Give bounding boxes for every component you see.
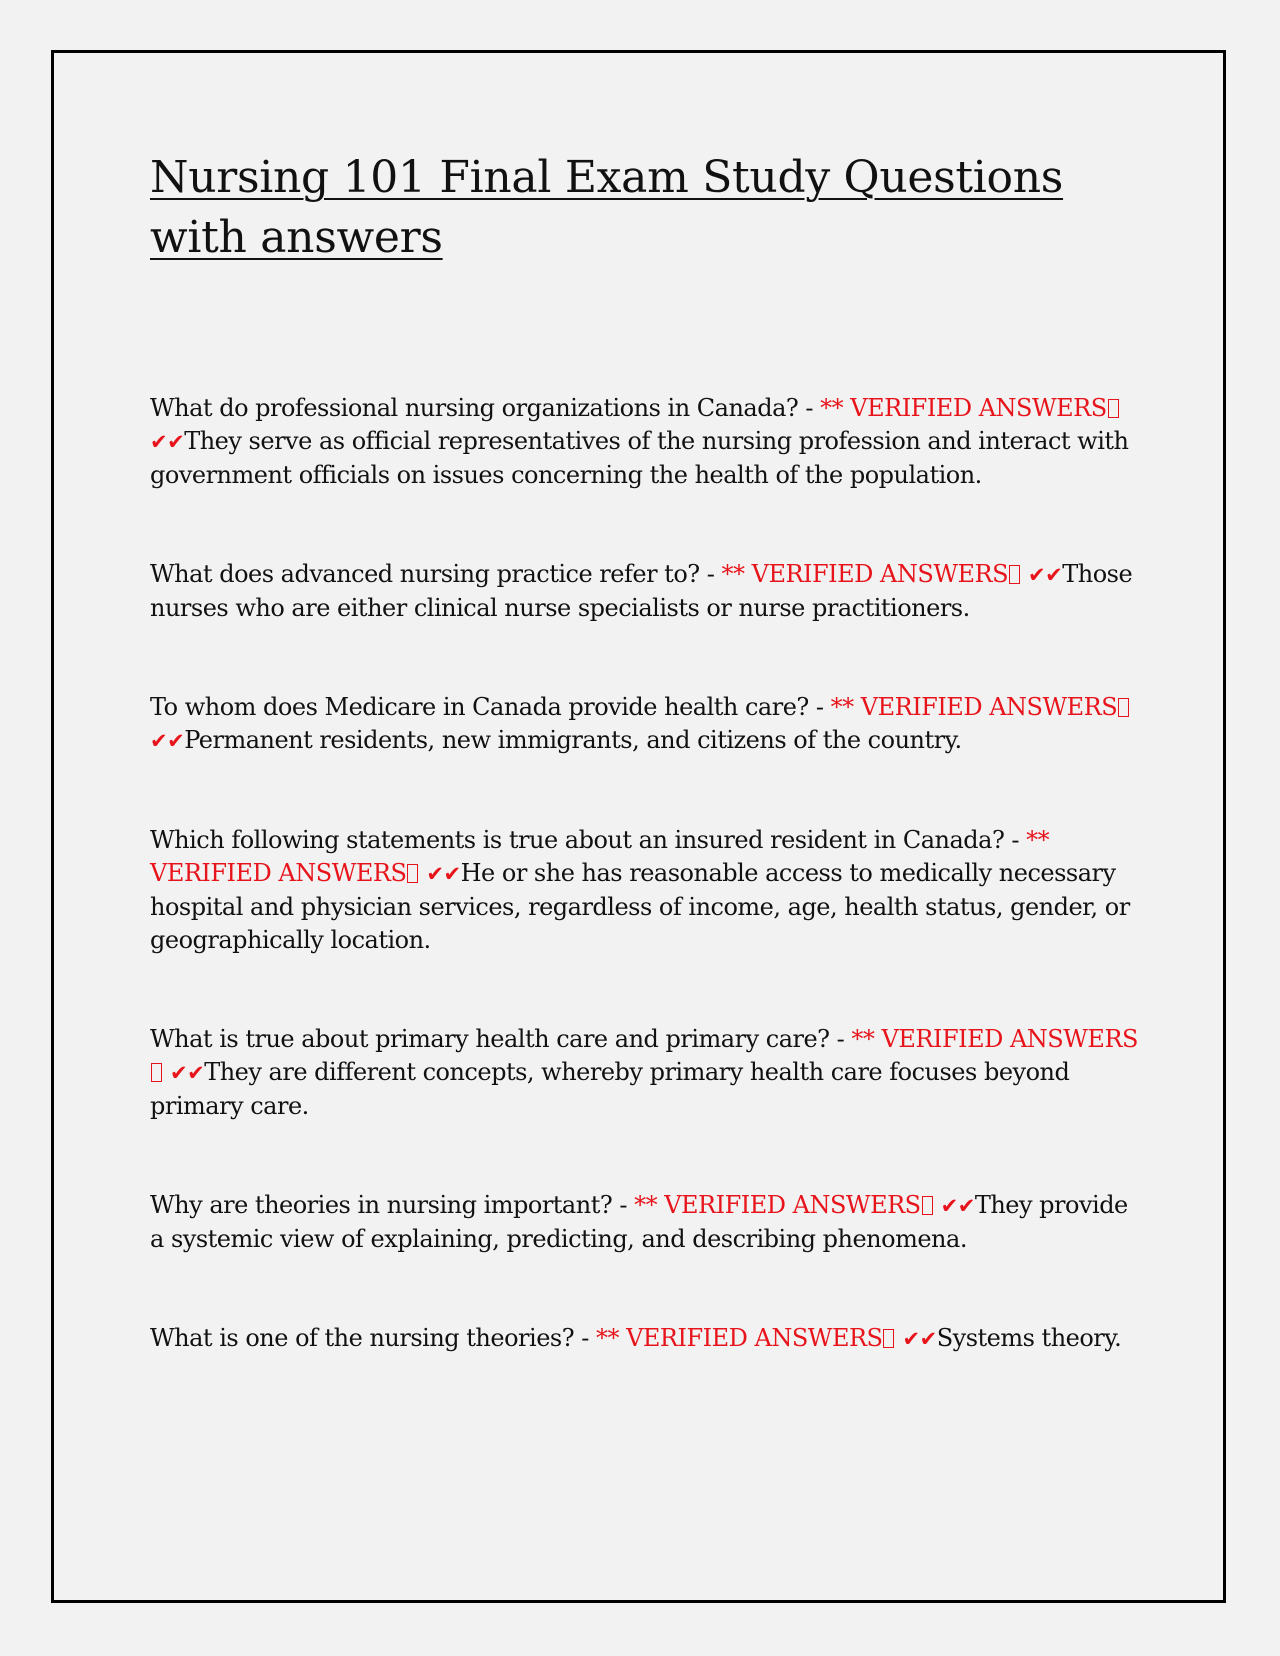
document-title: Nursing 101 Final Exam Study Questions with answers — [150, 152, 1064, 263]
question-text: What is one of the nursing theories? - — [150, 1324, 596, 1352]
answer-text: He or she has reasonable access to medically necessary hospital and physician services, regardless of income, age, health status, gender, or geographically location. — [150, 859, 1130, 954]
question-text: To whom does Medicare in Canada provide health care? - — [150, 693, 831, 721]
missing-glyph-icon — [1108, 399, 1119, 418]
verified-answers-label: ** VERIFIED ANSWERS — [830, 693, 1118, 721]
qa-list — [150, 392, 1140, 1356]
answer-text: They serve as official representatives of the nursing profession and interact with government officials on issues concerning the health of the population. — [150, 427, 1129, 489]
qa-item — [150, 1189, 1140, 1256]
verified-answers-label: ** VERIFIED ANSWERS — [150, 826, 1050, 887]
double-check-icon: ✔✔ — [1028, 563, 1063, 587]
double-check-icon: ✔✔ — [902, 1327, 937, 1351]
answer-text: They are different concepts, whereby primary health care focuses beyond primary care. — [150, 1058, 1070, 1120]
double-check-icon: ✔✔ — [150, 430, 185, 454]
document-content — [150, 148, 1140, 1422]
double-check-icon: ✔✔ — [150, 729, 185, 753]
qa-item — [150, 558, 1140, 625]
answer-text: Systems theory. — [936, 1324, 1122, 1352]
answer-text: Those nurses who are either clinical nurse specialists or nurse practitioners. — [150, 560, 1133, 622]
answer-text: Permanent residents, new immigrants, and citizens of the country. — [184, 726, 962, 754]
qa-item — [150, 1023, 1140, 1123]
question-text: Why are theories in nursing important? - — [150, 1191, 635, 1219]
missing-glyph-icon — [151, 1063, 162, 1082]
verified-answers-label: ** VERIFIED ANSWERS — [634, 1191, 921, 1219]
verified-answers-label: ** VERIFIED ANSWERS — [595, 1324, 883, 1352]
qa-item — [150, 1322, 1140, 1356]
question-text: Which following statements is true about an insured resident in Canada? - — [150, 826, 1027, 854]
missing-glyph-icon — [1009, 565, 1020, 584]
missing-glyph-icon — [883, 1329, 894, 1348]
missing-glyph-icon — [922, 1196, 933, 1215]
verified-answers-label: ** VERIFIED ANSWERS — [851, 1025, 1138, 1053]
missing-glyph-icon — [407, 864, 418, 883]
question-text: What does advanced nursing practice refer to? - — [150, 560, 722, 588]
question-text: What is true about primary health care and primary care? - — [150, 1025, 852, 1053]
verified-answers-label: ** VERIFIED ANSWERS — [721, 560, 1009, 588]
qa-item — [150, 824, 1140, 957]
qa-item — [150, 392, 1140, 492]
missing-glyph-icon — [1118, 698, 1129, 717]
double-check-icon: ✔✔ — [426, 862, 461, 886]
double-check-icon: ✔✔ — [170, 1061, 205, 1085]
verified-answers-label: ** VERIFIED ANSWERS — [820, 394, 1107, 422]
answer-text: They provide a systemic view of explaining, predicting, and describing phenomena. — [150, 1191, 1128, 1253]
question-text: What do professional nursing organizations in Canada? - — [150, 394, 821, 422]
double-check-icon: ✔✔ — [940, 1194, 975, 1218]
qa-item — [150, 691, 1140, 758]
